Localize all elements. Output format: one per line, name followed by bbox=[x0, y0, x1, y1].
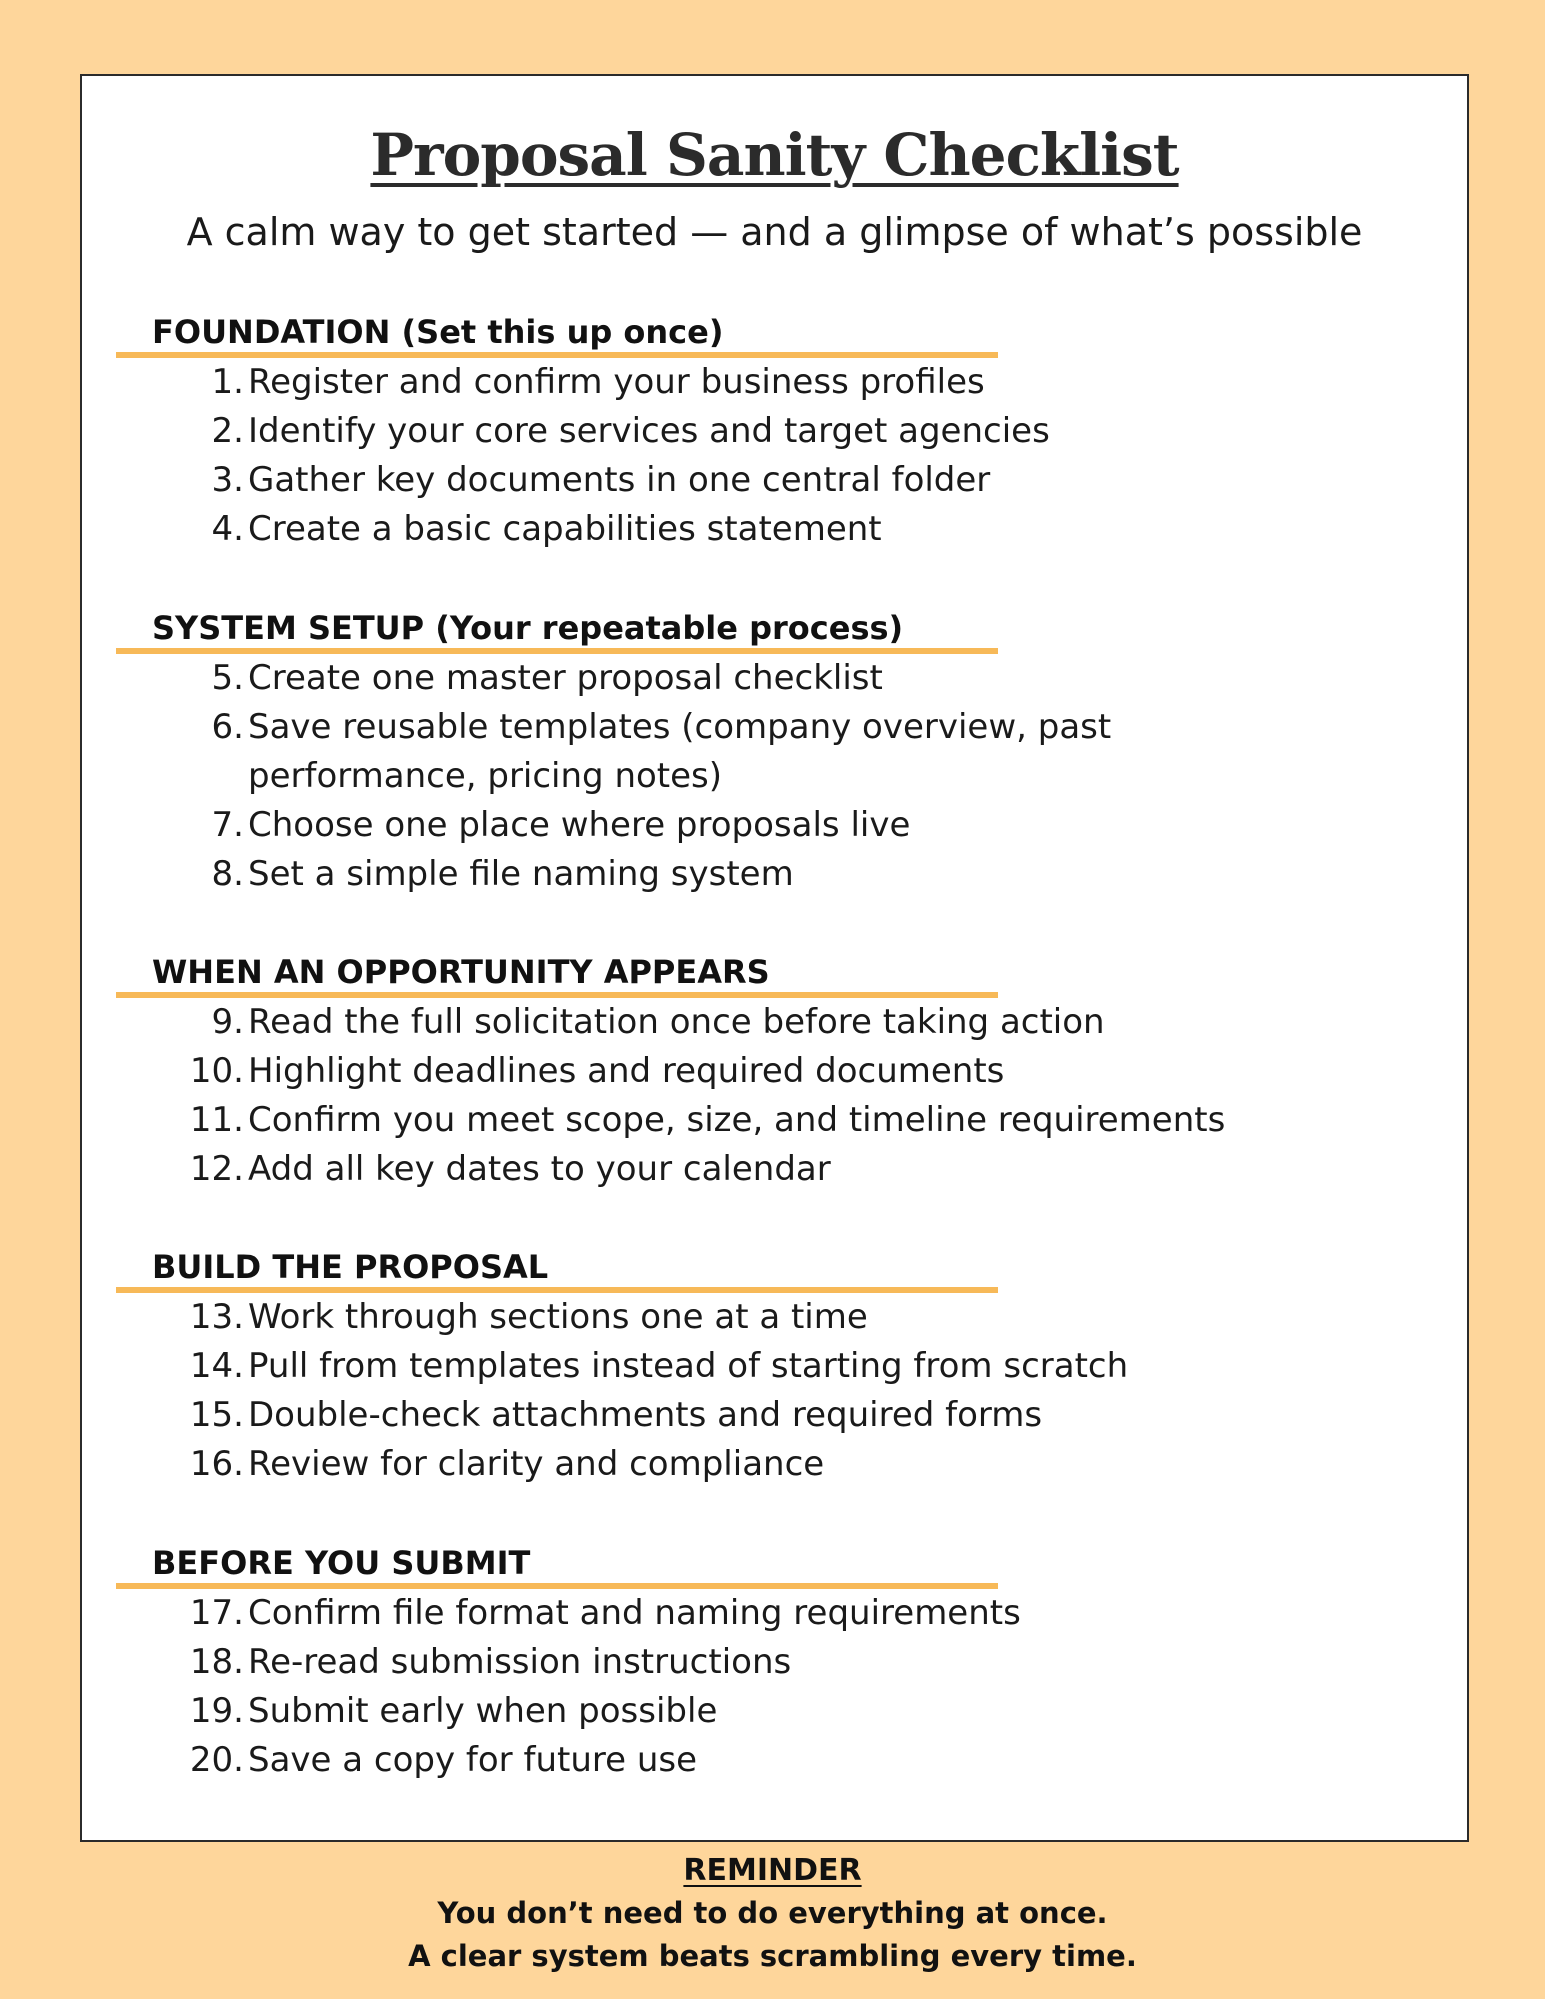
checklist-item bbox=[116, 1589, 1416, 1638]
section-heading-text: BEFORE YOU SUBMIT bbox=[152, 1544, 531, 1582]
section-heading bbox=[116, 950, 1416, 998]
checklist-item bbox=[116, 407, 1416, 456]
section-heading-text: SYSTEM SETUP (Your repeatable process) bbox=[152, 609, 904, 647]
reminder-line-2: A clear system beats scrambling every time. bbox=[408, 1939, 1137, 1973]
item-number: 14. bbox=[189, 1346, 244, 1386]
item-number: 10. bbox=[189, 1051, 244, 1091]
page-subtitle: A calm way to get started — and a glimpse of what’s possible bbox=[186, 210, 1363, 254]
checklist-items bbox=[116, 998, 1416, 1194]
item-text: Re-read submission instructions bbox=[248, 1642, 792, 1682]
item-number: 1. bbox=[211, 362, 244, 402]
checklist-item bbox=[116, 1342, 1416, 1391]
section-foundation bbox=[116, 310, 1416, 554]
section-heading-text: WHEN AN OPPORTUNITY APPEARS bbox=[152, 953, 770, 991]
item-text: Register and confirm your business profiles bbox=[248, 362, 985, 402]
item-text: Work through sections one at a time bbox=[248, 1297, 868, 1337]
item-text: Review for clarity and compliance bbox=[248, 1444, 825, 1484]
item-number: 8. bbox=[211, 854, 244, 894]
item-text: Highlight deadlines and required documents bbox=[248, 1051, 1005, 1091]
checklist-item bbox=[116, 1440, 1416, 1489]
section-heading-text: FOUNDATION (Set this up once) bbox=[152, 313, 724, 351]
item-text: Pull from templates instead of starting from scratch bbox=[248, 1346, 1129, 1386]
section-opportunity bbox=[116, 950, 1416, 1194]
item-text: Choose one place where proposals live bbox=[248, 805, 911, 845]
item-number: 4. bbox=[211, 509, 244, 549]
section-heading-text: BUILD THE PROPOSAL bbox=[152, 1248, 549, 1286]
item-text: Gather key documents in one central folder bbox=[248, 460, 991, 500]
checklist-item bbox=[116, 1293, 1416, 1342]
checklist-items bbox=[116, 1589, 1416, 1785]
checklist-item bbox=[116, 801, 1416, 850]
item-text: Save a copy for future use bbox=[248, 1740, 698, 1780]
item-text: Read the full solicitation once before taking action bbox=[248, 1002, 1105, 1042]
item-text: Add all key dates to your calendar bbox=[248, 1149, 831, 1189]
item-text: Double-check attachments and required forms bbox=[248, 1395, 1043, 1435]
checklist-item bbox=[116, 456, 1416, 505]
item-number: 6. bbox=[211, 707, 244, 747]
item-text: Identify your core services and target agencies bbox=[248, 411, 1050, 451]
checklist-item bbox=[116, 1096, 1416, 1145]
checklist-item bbox=[116, 1391, 1416, 1440]
item-text: Set a simple file naming system bbox=[248, 854, 794, 894]
item-number: 9. bbox=[211, 1002, 244, 1042]
checklist-item bbox=[116, 358, 1416, 407]
reminder-line-1: You don’t need to do everything at once. bbox=[437, 1896, 1108, 1930]
checklist-item bbox=[116, 505, 1416, 554]
item-number: 15. bbox=[189, 1395, 244, 1435]
item-number: 2. bbox=[211, 411, 244, 451]
item-text: Save reusable templates (company overview, past performance, pricing notes) bbox=[248, 707, 1112, 796]
checklist-item bbox=[116, 1736, 1416, 1785]
item-number: 16. bbox=[189, 1444, 244, 1484]
item-number: 17. bbox=[189, 1593, 244, 1633]
section-heading bbox=[116, 310, 1416, 358]
reminder-block bbox=[0, 1850, 1545, 1978]
checklist-item bbox=[116, 998, 1416, 1047]
checklist-item bbox=[116, 850, 1416, 899]
checklist-item bbox=[116, 1145, 1416, 1194]
item-text: Confirm file format and naming requirements bbox=[248, 1593, 1021, 1633]
section-heading bbox=[116, 606, 1416, 654]
item-text: Create a basic capabilities statement bbox=[248, 509, 882, 549]
item-number: 12. bbox=[189, 1149, 244, 1189]
item-number: 20. bbox=[189, 1740, 244, 1780]
section-build-proposal bbox=[116, 1245, 1416, 1489]
item-number: 19. bbox=[189, 1691, 244, 1731]
reminder-title: REMINDER bbox=[683, 1853, 862, 1888]
section-heading bbox=[116, 1245, 1416, 1293]
page-title: Proposal Sanity Checklist bbox=[370, 121, 1179, 189]
checklist-items bbox=[116, 358, 1416, 554]
section-before-submit bbox=[116, 1541, 1416, 1785]
item-number: 7. bbox=[211, 805, 244, 845]
item-text: Submit early when possible bbox=[248, 1691, 718, 1731]
checklist-item bbox=[116, 1687, 1416, 1736]
item-text: Create one master proposal checklist bbox=[248, 658, 883, 698]
checklist-items bbox=[116, 1293, 1416, 1489]
checklist-item bbox=[116, 703, 1416, 801]
item-number: 13. bbox=[189, 1297, 244, 1337]
item-number: 11. bbox=[189, 1100, 244, 1140]
section-heading bbox=[116, 1541, 1416, 1589]
item-number: 18. bbox=[189, 1642, 244, 1682]
item-text: Confirm you meet scope, size, and timeline requirements bbox=[248, 1100, 1226, 1140]
checklist-item bbox=[116, 1047, 1416, 1096]
checklist-items bbox=[116, 654, 1416, 899]
item-number: 5. bbox=[211, 658, 244, 698]
item-number: 3. bbox=[211, 460, 244, 500]
checklist-item bbox=[116, 1638, 1416, 1687]
checklist-item bbox=[116, 654, 1416, 703]
section-system-setup bbox=[116, 606, 1416, 899]
checklist-card bbox=[80, 74, 1469, 1842]
